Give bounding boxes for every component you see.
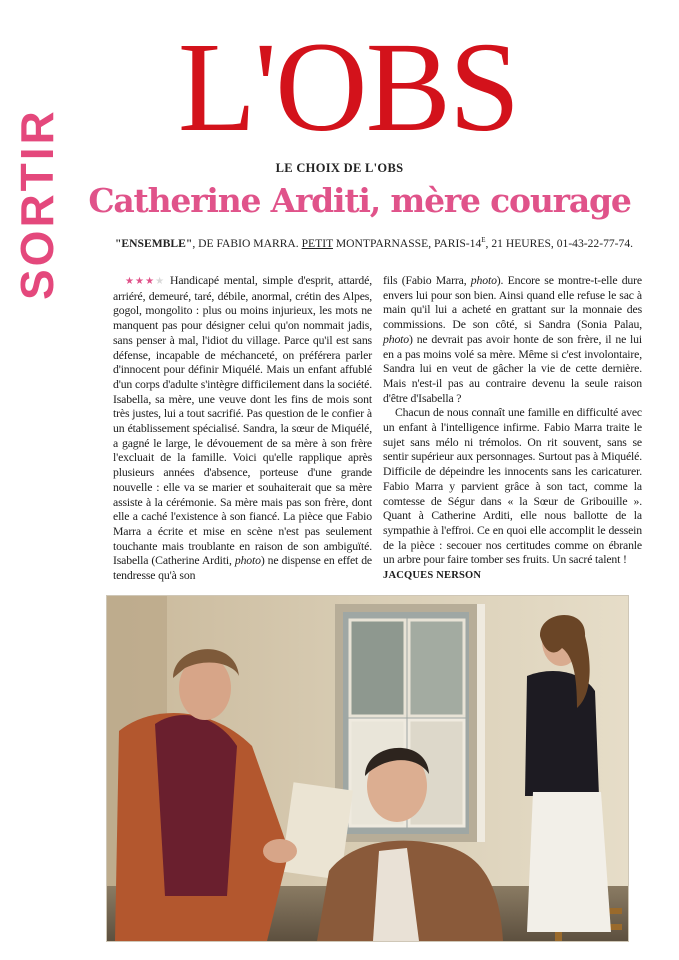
text-run-italic: photo (383, 332, 410, 346)
article-paragraph-1-cont (383, 274, 642, 406)
text-run-italic: photo (470, 274, 497, 287)
section-label: SORTIR (11, 108, 63, 300)
production-photo (106, 595, 629, 942)
venue-name: MONTPARNASSE, PARIS-14 (332, 236, 482, 250)
byline: JACQUES NERSON (383, 570, 482, 582)
text-run: fils (Fabio Marra, (383, 274, 471, 287)
show-author: , DE FABIO MARRA. (192, 236, 302, 250)
text-run: Handicapé mental, simple d'esprit, attardé, arriéré, demeuré, taré, débile, anormal, crétin des Alpes, gogol, mongolito : plus ou moins injurieux, les mots ne manquent pas pour désigner celui qu'on nommait jadis, sans penser à mal, l'idiot du village. Parce qu'il est sans défense, incapable de méchanceté, on préférera parler d'innocent pour définir Miquélé. Mais un enfant affublé d'un corps d'adulte s'intègre difficilement dans la société. Isabella, sa mère, une veuve dont les fins de mois sont très justes, lui a tout sacrifié. Pas question de le confier à un établissement spécialisé. Sandra, la sœur de Miquélé, a gagné le large, le dévouement de sa mère à son frère l'excluait de la famille. Voici qu'elle rapplique après plusieurs années d'absence, porteuse d'une grande nouvelle : elle va se marier et souhaiterait que sa mère assiste à la cérémonie. Sa mère mais pas son frère, dont elle a caché l'existence à son fiancé. La pièce que Fabio Marra a écrite et mise en scène n'est pas seulement touchante mais troublante en raison de son ambiguïté. Isabella (Catherine Arditi, (113, 274, 372, 568)
arrondissement-sup: E (481, 236, 486, 244)
article-column-1 (113, 274, 372, 584)
masthead-logo: L'OBS (177, 16, 519, 158)
text-run: ) ne dispense en effet de tendresse qu'à son (113, 554, 372, 583)
venue-underlined: PETIT (301, 236, 333, 250)
star-filled-icon: ★★★ (125, 276, 156, 287)
stage-scene-image (107, 596, 628, 941)
headline: Catherine Arditi, mère courage (88, 181, 631, 220)
show-details: , 21 HEURES, 01-43-22-77-74. (485, 236, 634, 250)
star-empty-icon: ★ (155, 276, 166, 287)
text-run: ) ne devrait pas avoir honte de son frère, il ne lui en a pas moins volé sa mère. Même si c'est involontaire, Sandra lui en veut de gâcher la vie de cette dernière. Mais n'est-il pas au contraire devenu la seule raison d'être d'Isabella ? (383, 332, 642, 405)
article-column-2 (383, 274, 642, 584)
show-info-line (115, 236, 633, 250)
text-run: ). Encore se montre-t-elle dure envers lui pour son bien. Ainsi quand elle refuse le sac à main qu'il lui a acheté en grattant sur la monnaie des commissions. De son côté, si Sandra (Sonia Palau, (383, 274, 642, 332)
article-paragraph-2: Chacun de nous connaît une famille en difficulté avec un enfant à l'intelligence infirme. Fabio Marra traite le sujet sans mélo ni trémolos. On rit souvent, sans se sentir supérieur aux personnages. Surtout pas à Miquélé. Difficile de dépeindre les innocents sans les caricaturer. Fabio Marra y parvient grâce à son tact, comme la comtesse de Ségur dans « la Sœur de Gribouille ». Quant à Catherine Arditi, elle nous ballotte de la sympathie à l'effroi. Ce en quoi elle accomplit le dessein de la pièce : secouer nos certitudes comme on ébranle un arbre pour faire tomber ses fruits. Un sacré talent ! (383, 406, 642, 567)
article-paragraph-1 (113, 274, 372, 584)
kicker: LE CHOIX DE L'OBS (275, 161, 404, 175)
show-title: "ENSEMBLE" (115, 236, 193, 250)
text-run-italic: photo (234, 554, 261, 568)
rating-stars (125, 276, 165, 287)
